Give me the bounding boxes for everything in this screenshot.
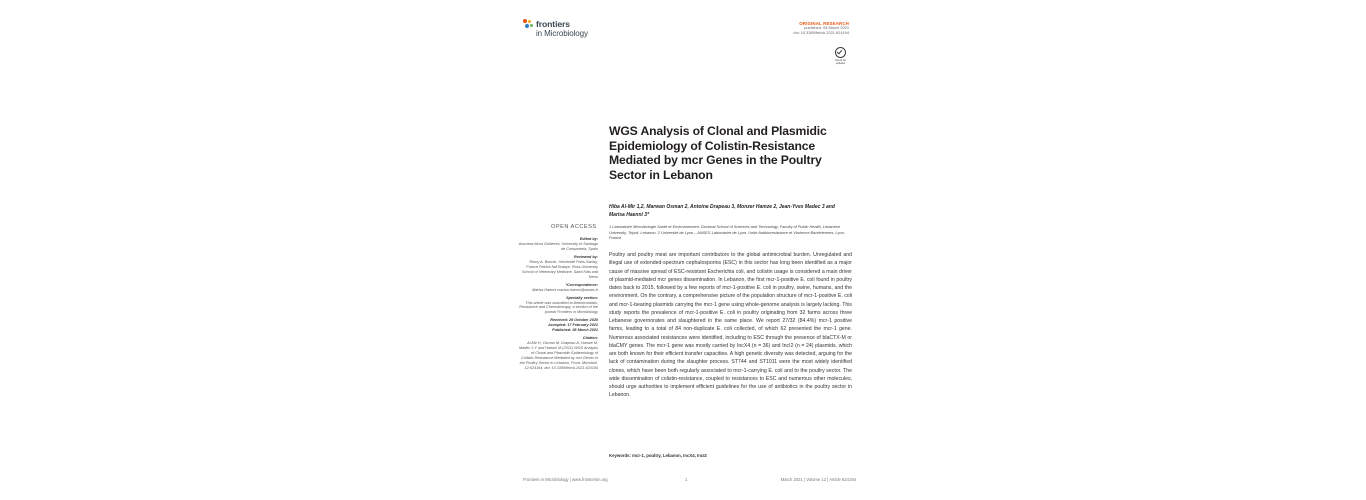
article-abstract: Poultry and poultry meat are important contributors to the global antimicrobial burden. Unregulated and illegal use of extended-spectrum cephalosporins (ESC) in this sector has long been identified as a major cause of massive spread of ESC-resistant Escherichia coli, and colistin usage is considered a main driver of plasmid-mediated mcr genes dissemination. In Lebanon, the first mcr-1-positive E. coli found in poultry dates back to 2015, followed by a few reports of mcr-1-positive E. coli in poultry, swine, humans, and the environment. On the contrary, a comprehensive picture of the population structure of mcr-1-positive E. coli and mcr-1-bearing plasmids carrying the mcr-1 gene using whole-genome analysis is largely lacking. This study reports the prevalence of mcr-1-positive E. coli in poultry originating from 32 farms across three Lebanese governorates and slaughtered in the same place. We report 27/32 (84.4%) mcr-1 positive farms, leading to a total of 84 non-duplicate E. coli collected, of which 62 presented the mcr-1 gene. Numerous associated resistances were identified, including to ESC through the presence of blaCTX-M or blaCMY genes. The mcr-1 gene was mostly carried by IncX4 (n = 36) and IncI2 (n = 24) plasmids, which are both known for their efficient transfer capacities. A high genetic diversity was detected, arguing for the lack of contamination during the slaughter process. ST744 and ST1011 were the most widely identified clones, which have been both regularly associated to mcr-1-carrying E. coli and to the poultry sector. The wide dissemination of colistin-resistance, coupled to resistances to ESC and numerous other molecules, should urge authorities to implement efficient guidelines for the use of antibiotics in the poultry sector in Lebanon. [609, 252, 852, 399]
page-number: 1 [685, 477, 688, 482]
citation-text: Al-Mir H, Osman M, Drapeau A, Hamze M, Madec J-Y and Haenni M (2021) WGS Analysis of Clonal and Plasmidic Epidemiology of Colistin-Resistance Mediated by mcr Genes in the Poultry Sector in Lebanon. Front. Microbiol. 12:624194. doi: 10.3389/fmicb.2021.624194 [519, 341, 598, 370]
received-date: Received: 26 October 2020 [550, 318, 598, 323]
article-authors: Hiba Al-Mir 1,2, Marwan Osman 2, Antoine Drapeau 3, Monzer Hamze 2, Jean-Yves Madec 3 and Marisa Haenni 3* [609, 204, 835, 218]
article-doi[interactable]: doi: 10.3389/fmicb.2021.624194 [793, 30, 849, 35]
article-meta-header [729, 21, 849, 36]
article-title: WGS Analysis of Clonal and Plasmidic Epidemiology of Colistin-Resistance Mediated by mcr Genes in the Poultry Sector in Lebanon [609, 124, 827, 182]
correspondence-text[interactable]: Marisa Haenni marisa.haenni@anses.fr [532, 287, 598, 292]
article-affiliations: 1 Laboratoire Microbiologie Santé et Environnement, Doctoral School of Sciences and Technology, Faculty of Public Health, Lebanese University, Tripoli, Lebanon, 2 Université de Lyon – ANSES Laboratoire de Lyon, Unité Antibiorésistance et Virulence Bactériennes, Lyon, France [609, 224, 845, 241]
keywords-label: Keywords: [609, 453, 631, 458]
reviewed-by-heading: Reviewed by: [574, 254, 598, 259]
specialty-text: This article was submitted to Antimicrobials, Resistance and Chemotherapy, a section of the journal Frontiers in Microbiology [519, 300, 598, 315]
edited-by-heading: Edited by: [579, 237, 598, 241]
journal-subname: in Microbiology [536, 29, 588, 38]
article-type: ORIGINAL RESEARCH [799, 21, 849, 26]
frontiers-logo-icon [523, 19, 534, 31]
open-access-label: OPEN ACCESS [551, 224, 597, 230]
reviewed-by-text: Remy A. Bonnin, Université Paris-Saclay, France Patrick Ndi Butaye, Ross University School of Veterinary Medicine, Saint Kitts and Nevis [522, 259, 598, 279]
journal-name: frontiers [536, 19, 570, 29]
footer-journal-link[interactable]: Frontiers in Microbiology | www.frontiersin.org [523, 477, 608, 482]
journal-logo[interactable] [523, 18, 613, 42]
published-date-sidebar: Published: 08 March 2021 [552, 328, 598, 333]
check-for-updates-badge[interactable] [832, 47, 849, 67]
correspondence-heading: *Correspondence: [565, 282, 598, 287]
article-page [516, 0, 858, 500]
keywords-list: mcr-1, poultry, Lebanon, IncX4, IncI2 [632, 453, 707, 458]
article-sidebar [518, 237, 598, 374]
specialty-heading: Specialty section: [566, 295, 598, 300]
footer-volume-info: March 2021 | Volume 12 | Article 624194 [780, 477, 856, 482]
check-updates-label: Check for updates [834, 59, 847, 65]
accepted-date: Accepted: 17 February 2021 [548, 323, 598, 328]
published-date: published: 08 March 2021 [804, 25, 849, 31]
edited-by-text: Azucena Mora Gutiérrez, University of Santiago de Compostela, Spain [518, 241, 598, 251]
article-keywords [609, 453, 852, 459]
citation-heading: Citation: [582, 336, 598, 341]
